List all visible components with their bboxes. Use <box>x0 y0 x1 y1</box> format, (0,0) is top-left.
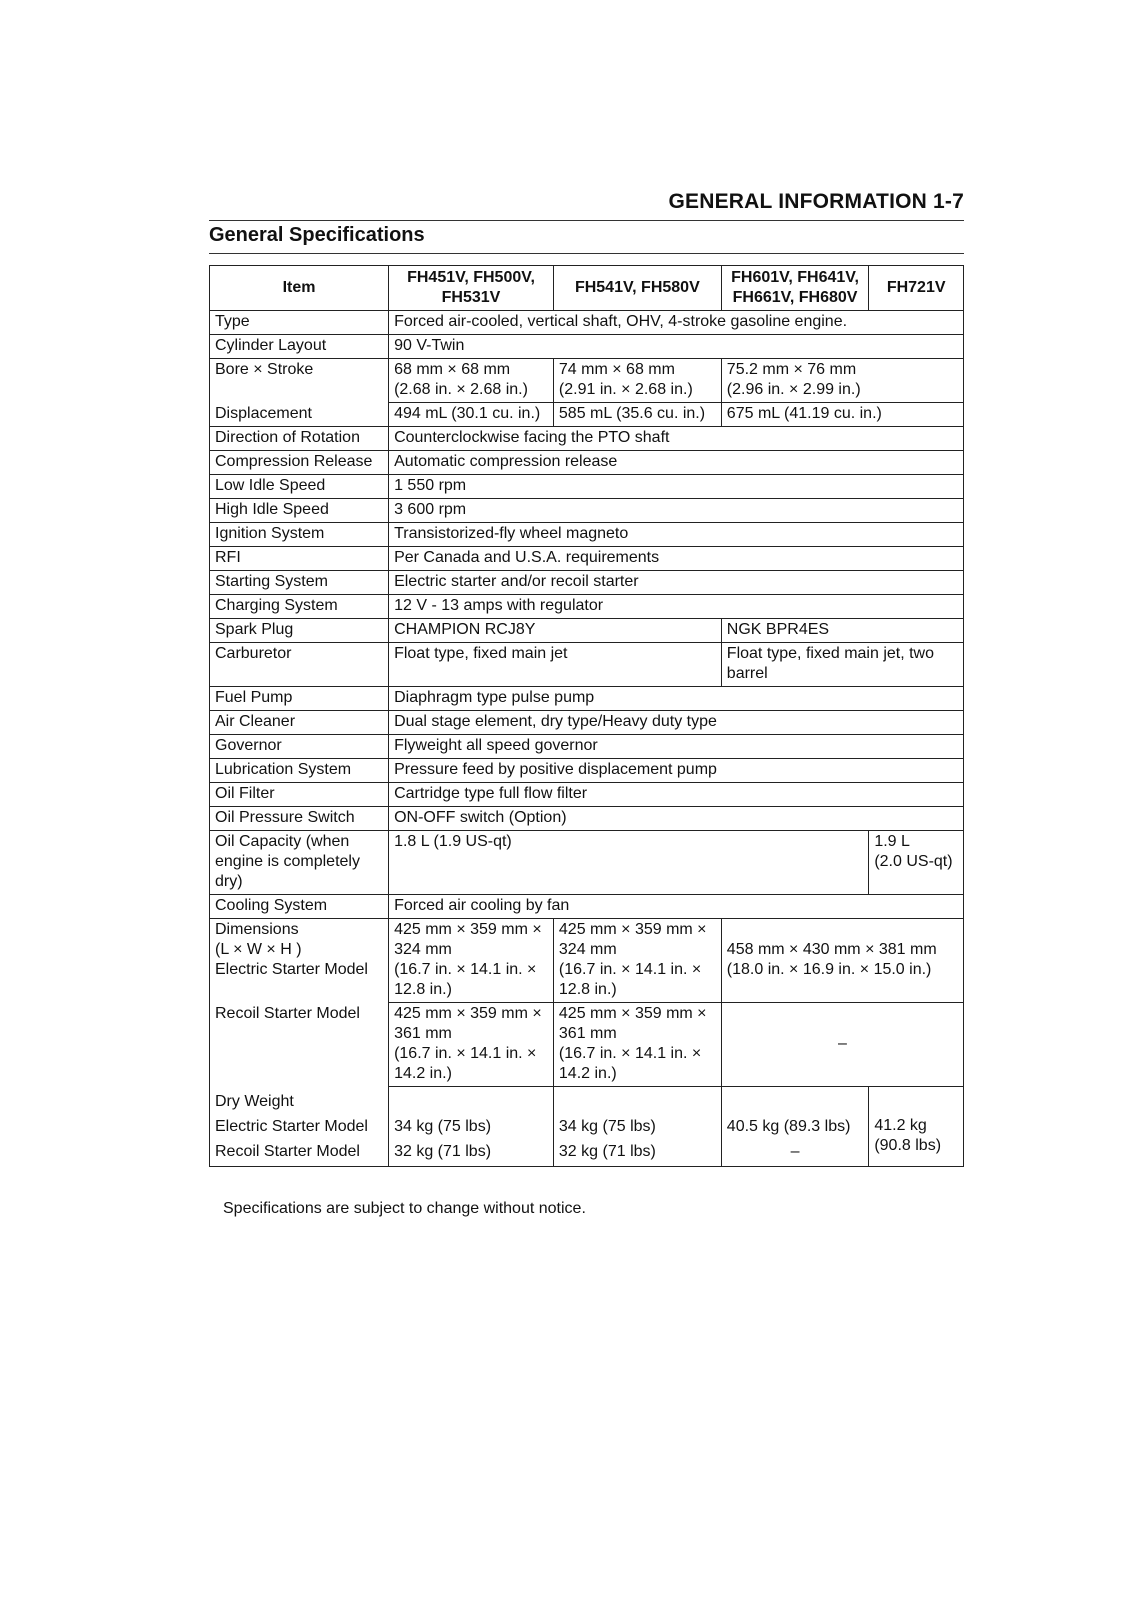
row-label: Dry Weight <box>215 1092 294 1110</box>
row-value-electric: 34 kg (75 lbs) <box>394 1118 492 1135</box>
row-label: Compression Release <box>210 451 389 475</box>
column-header-c4: FH721V <box>869 266 964 311</box>
row-value-c3: 75.2 mm × 76 mm (2.96 in. × 2.99 in.) <box>721 359 963 403</box>
row-value: 90 V-Twin <box>389 335 964 359</box>
row-value: Diaphragm type pulse pump <box>389 687 964 711</box>
table-row <box>210 895 964 919</box>
table-row <box>210 595 964 619</box>
table-row <box>210 783 964 807</box>
row-value: 1 550 rpm <box>389 475 964 499</box>
table-row <box>210 547 964 571</box>
table-row <box>210 807 964 831</box>
row-label: Dimensions (L × W × H ) Electric Starter Model <box>210 919 389 1003</box>
dry-weight-c2 <box>553 1087 721 1167</box>
row-label: Oil Filter <box>210 783 389 807</box>
table-row <box>210 711 964 735</box>
table-row <box>210 359 964 403</box>
row-value-c1: 494 mL (30.1 cu. in.) <box>389 403 554 427</box>
table-row <box>210 403 964 427</box>
row-label: High Idle Speed <box>210 499 389 523</box>
table-row <box>210 831 964 895</box>
specifications-table <box>209 265 964 1167</box>
row-value-electric: 34 kg (75 lbs) <box>558 1118 656 1135</box>
footnote: Specifications are subject to change without notice. <box>223 1200 586 1217</box>
row-sublabel-electric: Electric Starter Model <box>215 1117 368 1135</box>
row-value-c3: 675 mL (41.19 cu. in.) <box>721 403 963 427</box>
row-label: Bore × Stroke <box>210 359 389 403</box>
row-value-recoil: 32 kg (71 lbs) <box>394 1143 492 1160</box>
column-header-c2: FH541V, FH580V <box>553 266 721 311</box>
table-row <box>210 475 964 499</box>
table-row <box>210 571 964 595</box>
table-row <box>210 687 964 711</box>
row-sublabel-recoil: Recoil Starter Model <box>215 1142 360 1160</box>
page-header-title: GENERAL INFORMATION 1-7 <box>668 190 964 213</box>
row-label: Carburetor <box>210 643 389 687</box>
table-row <box>210 919 964 1003</box>
row-value-c2: 585 mL (35.6 cu. in.) <box>553 403 721 427</box>
table-row <box>210 427 964 451</box>
row-value-c1: 425 mm × 359 mm × 324 mm (16.7 in. × 14.1 in. × 12.8 in.) <box>389 919 554 1003</box>
row-label: Fuel Pump <box>210 687 389 711</box>
row-value: Per Canada and U.S.A. requirements <box>389 547 964 571</box>
table-row <box>210 735 964 759</box>
row-label: Governor <box>210 735 389 759</box>
table-header-row <box>210 266 964 311</box>
dry-weight-c1 <box>389 1087 554 1167</box>
table-row <box>210 619 964 643</box>
row-value-electric: 40.5 kg (89.3 lbs) <box>726 1118 851 1135</box>
row-value-c2: 425 mm × 359 mm × 361 mm (16.7 in. × 14.1 in. × 14.2 in.) <box>553 1003 721 1087</box>
row-value: Pressure feed by positive displacement pump <box>389 759 964 783</box>
row-label: Oil Pressure Switch <box>210 807 389 831</box>
row-label: RFI <box>210 547 389 571</box>
row-label: Charging System <box>210 595 389 619</box>
column-header-item: Item <box>210 266 389 311</box>
row-value: Cartridge type full flow filter <box>389 783 964 807</box>
row-value: Transistorized-fly wheel magneto <box>389 523 964 547</box>
row-label: Direction of Rotation <box>210 427 389 451</box>
row-value: Automatic compression release <box>389 451 964 475</box>
row-value: Counterclockwise facing the PTO shaft <box>389 427 964 451</box>
row-value-recoil: 32 kg (71 lbs) <box>558 1143 656 1160</box>
row-label: Low Idle Speed <box>210 475 389 499</box>
row-value-c2: 74 mm × 68 mm (2.91 in. × 2.68 in.) <box>553 359 721 403</box>
row-label: Recoil Starter Model <box>210 1003 389 1087</box>
table-row <box>210 311 964 335</box>
row-value-a: CHAMPION RCJ8Y <box>389 619 722 643</box>
section-title: General Specifications <box>209 224 425 246</box>
row-value: 3 600 rpm <box>389 499 964 523</box>
row-value: Flyweight all speed governor <box>389 735 964 759</box>
table-row <box>210 1003 964 1087</box>
row-value: Electric starter and/or recoil starter <box>389 571 964 595</box>
row-value-c4: 41.2 kg (90.8 lbs) <box>869 1087 964 1167</box>
table-row <box>210 523 964 547</box>
row-label: Type <box>210 311 389 335</box>
row-value-b: NGK BPR4ES <box>721 619 963 643</box>
table-row <box>210 759 964 783</box>
row-value-recoil: – <box>790 1143 800 1160</box>
column-header-c3: FH601V, FH641V, FH661V, FH680V <box>721 266 869 311</box>
row-value-c2: 425 mm × 359 mm × 324 mm (16.7 in. × 14.1 in. × 12.8 in.) <box>553 919 721 1003</box>
page-header <box>209 186 964 221</box>
column-header-c1: FH451V, FH500V, FH531V <box>389 266 554 311</box>
row-label: Starting System <box>210 571 389 595</box>
row-value-c3: – <box>721 1003 963 1087</box>
row-value-b: 1.9 L (2.0 US-qt) <box>869 831 964 895</box>
row-label: Displacement <box>210 403 389 427</box>
row-label: Air Cleaner <box>210 711 389 735</box>
row-label: Lubrication System <box>210 759 389 783</box>
row-value-c3: 458 mm × 430 mm × 381 mm (18.0 in. × 16.9 in. × 15.0 in.) <box>721 919 963 1003</box>
table-row <box>210 1087 964 1167</box>
row-label: Oil Capacity (when engine is completely dry) <box>210 831 389 895</box>
row-value-c1: 425 mm × 359 mm × 361 mm (16.7 in. × 14.1 in. × 14.2 in.) <box>389 1003 554 1087</box>
row-value-c1: 68 mm × 68 mm (2.68 in. × 2.68 in.) <box>389 359 554 403</box>
section-heading <box>209 221 964 254</box>
table-row <box>210 499 964 523</box>
row-value: Forced air cooling by fan <box>389 895 964 919</box>
row-value-b: Float type, fixed main jet, two barrel <box>721 643 963 687</box>
table-row <box>210 451 964 475</box>
row-label: Cylinder Layout <box>210 335 389 359</box>
row-value: 12 V - 13 amps with regulator <box>389 595 964 619</box>
row-value: Forced air-cooled, vertical shaft, OHV, 4-stroke gasoline engine. <box>389 311 964 335</box>
row-label: Ignition System <box>210 523 389 547</box>
row-value: ON-OFF switch (Option) <box>389 807 964 831</box>
table-row <box>210 335 964 359</box>
dry-weight-c3 <box>721 1087 869 1167</box>
dry-weight-labels <box>210 1087 389 1167</box>
row-value-a: 1.8 L (1.9 US-qt) <box>389 831 869 895</box>
row-value-a: Float type, fixed main jet <box>389 643 722 687</box>
table-row <box>210 643 964 687</box>
row-value: Dual stage element, dry type/Heavy duty type <box>389 711 964 735</box>
row-label: Spark Plug <box>210 619 389 643</box>
row-label: Cooling System <box>210 895 389 919</box>
